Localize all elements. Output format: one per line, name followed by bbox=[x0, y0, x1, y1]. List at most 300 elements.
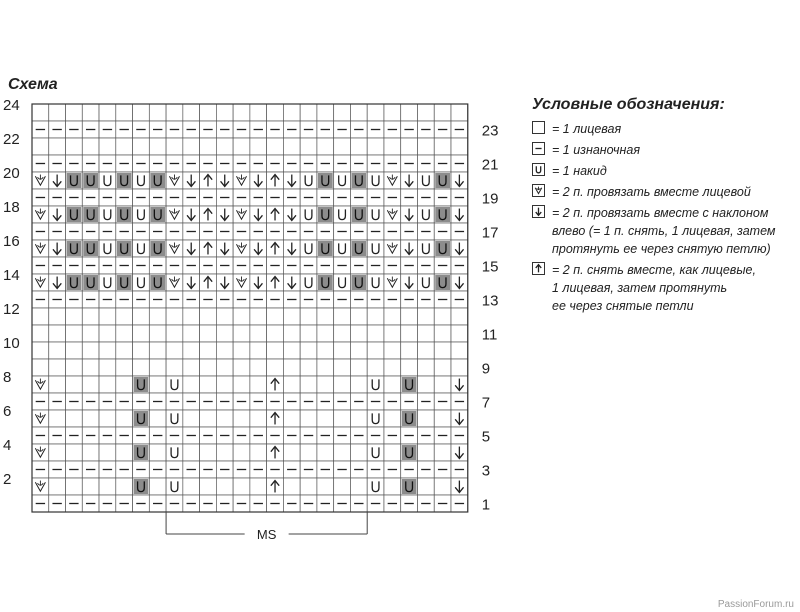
chart-cell bbox=[334, 172, 351, 189]
chart-cell bbox=[116, 359, 133, 376]
chart-cell bbox=[367, 376, 384, 393]
chart-cell bbox=[317, 410, 334, 427]
chart-symbol bbox=[134, 445, 149, 460]
chart-cell bbox=[367, 444, 384, 461]
chart-cell bbox=[317, 342, 334, 359]
chart-cell bbox=[216, 410, 233, 427]
chart-cell bbox=[417, 240, 434, 257]
chart-cell bbox=[99, 240, 116, 257]
chart-cell bbox=[417, 274, 434, 291]
chart-symbol bbox=[150, 173, 165, 188]
legend-item bbox=[532, 141, 797, 159]
chart-cell bbox=[116, 325, 133, 342]
chart-cell bbox=[99, 206, 116, 223]
chart-cell bbox=[334, 240, 351, 257]
chart-cell bbox=[183, 138, 200, 155]
chart-cell bbox=[200, 138, 217, 155]
chart-cell bbox=[82, 104, 99, 121]
row-label-right: 19 bbox=[481, 190, 499, 208]
chart-cell bbox=[133, 172, 150, 189]
chart-symbol bbox=[67, 207, 82, 222]
chart-cell bbox=[66, 359, 83, 376]
yarn-over-icon-glyph bbox=[533, 164, 544, 175]
chart-cell bbox=[317, 104, 334, 121]
chart-cell bbox=[99, 444, 116, 461]
chart-cell bbox=[384, 138, 401, 155]
chart-cell bbox=[149, 359, 166, 376]
chart-cell bbox=[334, 444, 351, 461]
chart-cell bbox=[116, 104, 133, 121]
watermark: PassionForum.ru bbox=[717, 599, 794, 610]
chart-cell bbox=[233, 444, 250, 461]
chart-cell bbox=[401, 104, 418, 121]
chart-cell bbox=[367, 172, 384, 189]
chart-cell bbox=[32, 104, 49, 121]
chart-cell bbox=[300, 410, 317, 427]
chart-cell bbox=[49, 376, 66, 393]
chart-cell bbox=[49, 138, 66, 155]
chart-cell bbox=[82, 410, 99, 427]
chart-cell bbox=[250, 104, 267, 121]
chart-cell bbox=[149, 376, 166, 393]
chart-symbol bbox=[150, 275, 165, 290]
chart-cell bbox=[267, 325, 284, 342]
chart-symbol bbox=[402, 411, 417, 426]
chart-symbol bbox=[134, 377, 149, 392]
chart-cell bbox=[451, 342, 468, 359]
chart-cell bbox=[149, 138, 166, 155]
row-label-right: 7 bbox=[481, 394, 491, 412]
chart-cell bbox=[401, 342, 418, 359]
chart-cell bbox=[367, 138, 384, 155]
chart-cell bbox=[116, 376, 133, 393]
chart-cell bbox=[82, 342, 99, 359]
chart-cell bbox=[434, 138, 451, 155]
chart-symbol bbox=[117, 275, 132, 290]
chart-cell bbox=[283, 376, 300, 393]
chart-cell bbox=[216, 104, 233, 121]
chart-symbol bbox=[117, 241, 132, 256]
chart-cell bbox=[250, 359, 267, 376]
chart-symbol bbox=[83, 207, 98, 222]
chart-cell bbox=[200, 308, 217, 325]
legend-text: = 1 изнаночная bbox=[552, 143, 641, 157]
chart-symbol bbox=[435, 275, 450, 290]
chart-cell bbox=[233, 376, 250, 393]
chart-cell bbox=[384, 325, 401, 342]
chart-cell bbox=[384, 359, 401, 376]
chart-cell bbox=[300, 478, 317, 495]
chart-cell bbox=[216, 359, 233, 376]
chart-cell bbox=[434, 104, 451, 121]
chart-cell bbox=[183, 325, 200, 342]
chart-symbol bbox=[150, 241, 165, 256]
chart-cell bbox=[417, 172, 434, 189]
chart-symbol bbox=[351, 207, 366, 222]
chart-cell bbox=[183, 308, 200, 325]
chart-cell bbox=[233, 104, 250, 121]
chart-cell bbox=[233, 410, 250, 427]
chart-cell bbox=[32, 342, 49, 359]
chart-cell bbox=[82, 444, 99, 461]
chart-symbol bbox=[83, 173, 98, 188]
row-label-left: 8 bbox=[3, 369, 12, 386]
legend-text: = 1 лицевая bbox=[552, 122, 622, 136]
chart-symbol bbox=[351, 173, 366, 188]
chart-cell bbox=[283, 342, 300, 359]
chart-cell bbox=[216, 376, 233, 393]
chart-cell bbox=[300, 240, 317, 257]
row-label-left: 18 bbox=[3, 199, 20, 216]
chart-symbol bbox=[435, 241, 450, 256]
chart-cell bbox=[200, 325, 217, 342]
row-label-left: 24 bbox=[3, 97, 20, 114]
chart-cell bbox=[183, 359, 200, 376]
legend bbox=[532, 96, 797, 318]
legend-item bbox=[532, 204, 797, 258]
chart-cell bbox=[116, 444, 133, 461]
chart-cell bbox=[300, 444, 317, 461]
row-label-right: 9 bbox=[481, 360, 491, 378]
chart-cell bbox=[233, 325, 250, 342]
chart-cell bbox=[300, 138, 317, 155]
chart-cell bbox=[183, 376, 200, 393]
chart-cell bbox=[384, 308, 401, 325]
chart-cell bbox=[166, 410, 183, 427]
chart-cell bbox=[300, 376, 317, 393]
chart-cell bbox=[99, 138, 116, 155]
row-label-right: 17 bbox=[481, 224, 499, 242]
chart-cell bbox=[451, 138, 468, 155]
k2tog-icon-glyph bbox=[533, 185, 544, 196]
row-label-left: 2 bbox=[3, 471, 12, 488]
row-label-left: 14 bbox=[3, 267, 20, 284]
knit-icon-glyph bbox=[533, 122, 544, 133]
chart-cell bbox=[367, 206, 384, 223]
arrow-up-icon-glyph bbox=[533, 263, 544, 274]
chart-cell bbox=[350, 104, 367, 121]
chart-cell bbox=[267, 342, 284, 359]
chart-cell bbox=[384, 342, 401, 359]
chart-cell bbox=[32, 308, 49, 325]
chart-cell bbox=[334, 274, 351, 291]
chart-cell bbox=[66, 342, 83, 359]
chart-cell bbox=[317, 478, 334, 495]
chart-cell bbox=[82, 138, 99, 155]
chart-cell bbox=[367, 104, 384, 121]
chart-cell bbox=[149, 325, 166, 342]
chart-cell bbox=[367, 274, 384, 291]
chart-cell bbox=[384, 376, 401, 393]
chart-cell bbox=[200, 104, 217, 121]
chart-cell bbox=[434, 342, 451, 359]
chart-symbol bbox=[402, 445, 417, 460]
chart-cell bbox=[317, 138, 334, 155]
chart-cell bbox=[66, 376, 83, 393]
chart-cell bbox=[267, 308, 284, 325]
chart-cell bbox=[300, 325, 317, 342]
chart-cell bbox=[250, 410, 267, 427]
chart-cell bbox=[334, 138, 351, 155]
chart-cell bbox=[200, 342, 217, 359]
chart-cell bbox=[267, 104, 284, 121]
chart-cell bbox=[334, 308, 351, 325]
chart-cell bbox=[283, 104, 300, 121]
chart-cell bbox=[317, 444, 334, 461]
chart-symbol bbox=[318, 275, 333, 290]
legend-text: = 2 п. снять вместе, как лицевые, 1 лицевая, затем протянуть ее через снятые петли bbox=[552, 263, 756, 313]
chart-cell bbox=[417, 206, 434, 223]
chart-cell bbox=[350, 410, 367, 427]
chart-cell bbox=[200, 376, 217, 393]
chart-cell bbox=[300, 308, 317, 325]
chart-cell bbox=[183, 104, 200, 121]
chart-cell bbox=[99, 308, 116, 325]
chart-cell bbox=[350, 478, 367, 495]
chart-cell bbox=[66, 410, 83, 427]
chart-cell bbox=[300, 359, 317, 376]
chart-cell bbox=[367, 410, 384, 427]
chart-cell bbox=[66, 308, 83, 325]
ms-bracket bbox=[166, 512, 367, 542]
chart-cell bbox=[66, 104, 83, 121]
chart-cell bbox=[200, 444, 217, 461]
chart-cell bbox=[434, 376, 451, 393]
chart-cell bbox=[49, 410, 66, 427]
chart-cell bbox=[451, 308, 468, 325]
chart-cell bbox=[417, 342, 434, 359]
knit-icon bbox=[532, 121, 545, 134]
chart-cell bbox=[216, 478, 233, 495]
legend-items bbox=[532, 120, 797, 315]
chart-symbol bbox=[67, 173, 82, 188]
chart-cell bbox=[283, 138, 300, 155]
chart-cell bbox=[250, 325, 267, 342]
row-label-right: 23 bbox=[481, 122, 499, 140]
chart-cell bbox=[267, 138, 284, 155]
chart-cell bbox=[82, 308, 99, 325]
row-label-right: 21 bbox=[481, 156, 499, 174]
chart-cell bbox=[367, 478, 384, 495]
yarn-over-icon bbox=[532, 163, 545, 176]
row-label-right: 3 bbox=[481, 462, 491, 480]
chart-cell bbox=[317, 376, 334, 393]
chart-cell bbox=[434, 325, 451, 342]
chart-cell bbox=[49, 308, 66, 325]
chart-cell bbox=[434, 478, 451, 495]
chart-symbol bbox=[117, 207, 132, 222]
row-label-left: 6 bbox=[3, 403, 12, 420]
chart-cell bbox=[384, 444, 401, 461]
chart-cell bbox=[32, 359, 49, 376]
chart-cell bbox=[367, 359, 384, 376]
chart-cell bbox=[451, 104, 468, 121]
chart-cell bbox=[417, 376, 434, 393]
row-label-right: 11 bbox=[481, 326, 498, 344]
chart-cell bbox=[166, 478, 183, 495]
legend-text: = 1 накид bbox=[552, 164, 607, 178]
chart-symbol bbox=[318, 207, 333, 222]
chart-cell bbox=[82, 325, 99, 342]
chart-symbol bbox=[134, 411, 149, 426]
chart-cell bbox=[233, 308, 250, 325]
chart-cell bbox=[133, 359, 150, 376]
chart-cell bbox=[99, 478, 116, 495]
chart-cell bbox=[49, 104, 66, 121]
chart-cell bbox=[99, 342, 116, 359]
chart-cell bbox=[216, 444, 233, 461]
row-label-right: 13 bbox=[481, 292, 499, 310]
chart-cell bbox=[250, 308, 267, 325]
chart-cell bbox=[250, 342, 267, 359]
chart-cell bbox=[183, 410, 200, 427]
chart-cell bbox=[183, 478, 200, 495]
chart-cell bbox=[149, 308, 166, 325]
chart-cell bbox=[216, 325, 233, 342]
chart-cell bbox=[367, 240, 384, 257]
chart-cell bbox=[66, 325, 83, 342]
legend-item bbox=[532, 162, 797, 180]
chart-cell bbox=[283, 325, 300, 342]
chart-cell bbox=[82, 376, 99, 393]
purl-icon-glyph bbox=[533, 143, 544, 154]
chart-symbol bbox=[134, 479, 149, 494]
chart-cell bbox=[49, 342, 66, 359]
chart-cell bbox=[32, 138, 49, 155]
chart-cell bbox=[166, 376, 183, 393]
chart-cell bbox=[384, 104, 401, 121]
chart-cell bbox=[434, 359, 451, 376]
legend-text: = 2 п. провязать вместе лицевой bbox=[552, 185, 751, 199]
chart-cell bbox=[401, 308, 418, 325]
row-label-left: 22 bbox=[3, 131, 20, 148]
chart-cell bbox=[350, 342, 367, 359]
chart-cell bbox=[350, 325, 367, 342]
chart-cell bbox=[350, 138, 367, 155]
chart-cell bbox=[216, 138, 233, 155]
chart-cell bbox=[384, 478, 401, 495]
chart-cell bbox=[82, 478, 99, 495]
row-label-left: 10 bbox=[3, 335, 20, 352]
chart-cell bbox=[116, 410, 133, 427]
chart-cell bbox=[334, 206, 351, 223]
chart-cell bbox=[166, 444, 183, 461]
row-label-right: 1 bbox=[481, 496, 491, 514]
chart-cell bbox=[49, 444, 66, 461]
chart-cell bbox=[116, 138, 133, 155]
chart-cell bbox=[334, 104, 351, 121]
chart-cell bbox=[334, 359, 351, 376]
arrow-down-icon-glyph bbox=[533, 206, 544, 217]
chart-cell bbox=[417, 410, 434, 427]
chart-cell bbox=[283, 444, 300, 461]
chart-symbol bbox=[402, 479, 417, 494]
chart-cell bbox=[66, 138, 83, 155]
chart-symbol bbox=[351, 241, 366, 256]
chart-cell bbox=[133, 138, 150, 155]
chart-cell bbox=[99, 172, 116, 189]
chart-cell bbox=[133, 325, 150, 342]
chart-cell bbox=[401, 138, 418, 155]
arrow-down-icon bbox=[532, 205, 545, 218]
chart-cell bbox=[417, 478, 434, 495]
chart-symbol bbox=[435, 207, 450, 222]
chart-cell bbox=[133, 342, 150, 359]
chart-cell bbox=[283, 308, 300, 325]
arrow-up-icon bbox=[532, 262, 545, 275]
chart-cell bbox=[233, 342, 250, 359]
chart-cell bbox=[66, 478, 83, 495]
chart-cell bbox=[367, 342, 384, 359]
legend-item bbox=[532, 261, 797, 315]
chart-cell bbox=[401, 325, 418, 342]
chart-cell bbox=[233, 359, 250, 376]
chart-cell bbox=[334, 342, 351, 359]
chart-cell bbox=[434, 410, 451, 427]
chart-symbol bbox=[351, 275, 366, 290]
chart-cell bbox=[300, 206, 317, 223]
chart-cell bbox=[300, 104, 317, 121]
chart-cell bbox=[149, 104, 166, 121]
chart-cell bbox=[250, 376, 267, 393]
chart-cell bbox=[149, 478, 166, 495]
row-label-right: 15 bbox=[481, 258, 499, 276]
chart-cell bbox=[451, 359, 468, 376]
chart-cell bbox=[166, 359, 183, 376]
chart-cell bbox=[417, 308, 434, 325]
legend-item bbox=[532, 183, 797, 201]
chart-symbol bbox=[318, 241, 333, 256]
chart-cell bbox=[434, 308, 451, 325]
chart-cell bbox=[384, 410, 401, 427]
chart-cell bbox=[401, 359, 418, 376]
chart-cell bbox=[434, 444, 451, 461]
chart-cell bbox=[417, 104, 434, 121]
chart-cell bbox=[200, 478, 217, 495]
chart-cell bbox=[250, 444, 267, 461]
legend-item bbox=[532, 120, 797, 138]
chart-cell bbox=[166, 325, 183, 342]
purl-icon bbox=[532, 142, 545, 155]
chart-cell bbox=[283, 410, 300, 427]
chart-cell bbox=[283, 359, 300, 376]
chart-symbol bbox=[67, 241, 82, 256]
row-label-left: 12 bbox=[3, 301, 20, 318]
chart-cell bbox=[233, 138, 250, 155]
yarn-over-mark bbox=[536, 166, 540, 173]
chart-cell bbox=[66, 444, 83, 461]
chart-symbol bbox=[318, 173, 333, 188]
chart-cell bbox=[133, 240, 150, 257]
chart-symbol bbox=[402, 377, 417, 392]
chart-cell bbox=[99, 325, 116, 342]
chart-cell bbox=[200, 359, 217, 376]
chart-cell bbox=[200, 410, 217, 427]
chart-cell bbox=[283, 478, 300, 495]
chart-cell bbox=[133, 274, 150, 291]
chart-cell bbox=[250, 478, 267, 495]
row-label-left: 4 bbox=[3, 437, 12, 454]
chart-cell bbox=[233, 478, 250, 495]
chart-cell bbox=[166, 104, 183, 121]
legend-title: Условные обозначения: bbox=[532, 96, 725, 113]
chart-cell bbox=[350, 444, 367, 461]
chart-cell bbox=[133, 308, 150, 325]
chart-cell bbox=[49, 359, 66, 376]
chart-cell bbox=[250, 138, 267, 155]
chart-cell bbox=[300, 342, 317, 359]
chart-cell bbox=[166, 342, 183, 359]
